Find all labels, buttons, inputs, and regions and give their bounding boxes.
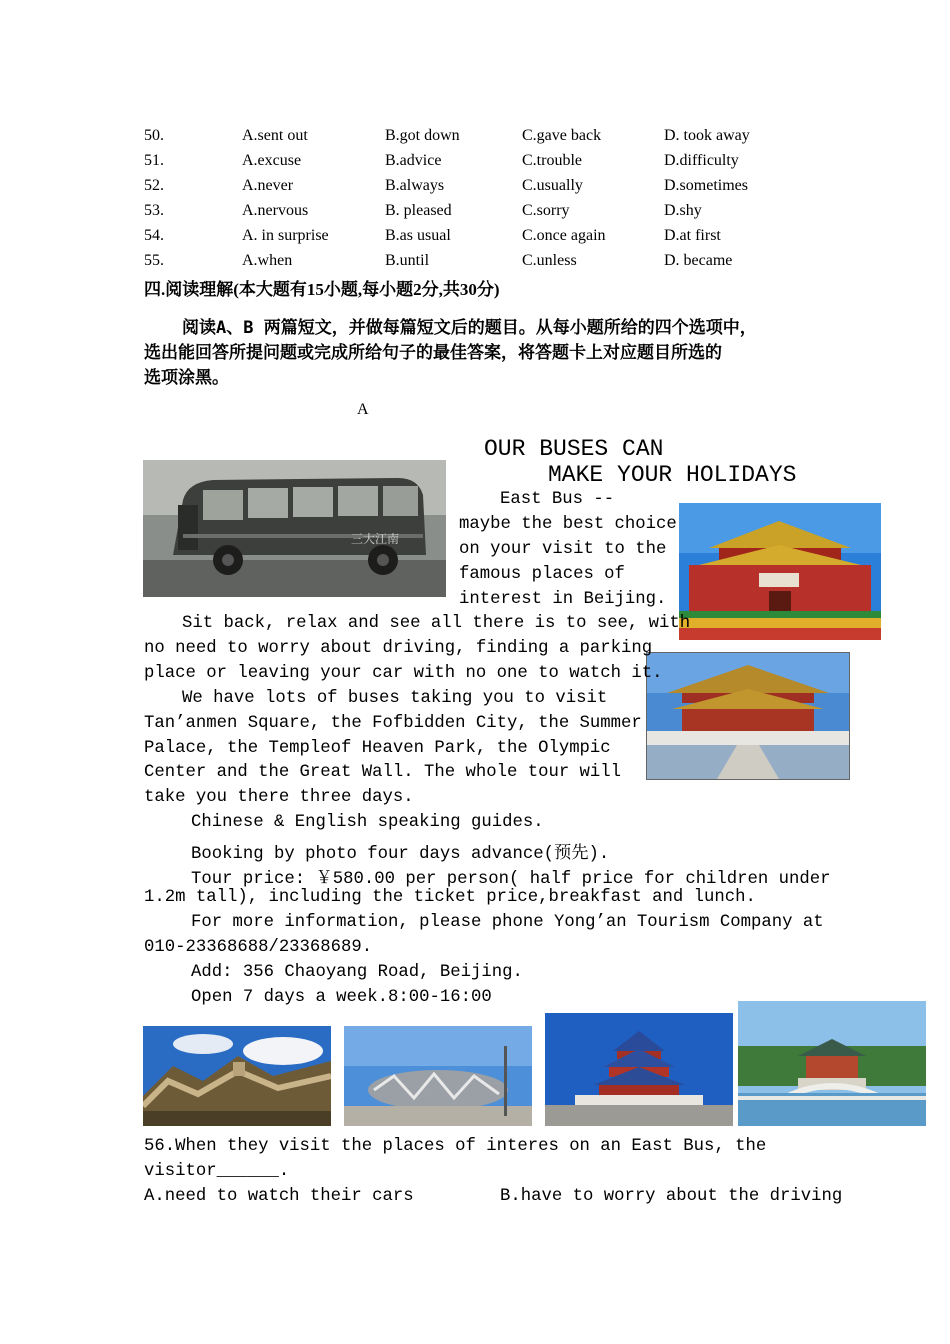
- option-c: C.gave back: [522, 127, 602, 144]
- ad-line: place or leaving your car with no one to watch it.: [144, 664, 663, 683]
- option-c: C.trouble: [522, 152, 582, 169]
- ad-line: 1.2m tall), including the ticket price,breakfast and lunch.: [144, 888, 756, 907]
- question-56-stem: 56.When they visit the places of interes on an East Bus, the: [144, 1137, 767, 1156]
- temple-of-heaven-photo: [545, 1013, 733, 1126]
- ad-line: Tan’anmen Square, the Fofbidden City, the Summer: [144, 714, 642, 733]
- question-number: 55.: [144, 252, 164, 269]
- passage-label: A: [357, 401, 369, 418]
- option-a: A.never: [242, 177, 294, 194]
- bus-photo-watermark: 三大江南: [351, 532, 400, 546]
- option-a: A.sent out: [242, 127, 308, 144]
- ad-title-line-2: MAKE YOUR HOLIDAYS: [548, 462, 797, 488]
- instructions-line-3: 选项涂黑。: [144, 368, 229, 388]
- option-d: D.at first: [664, 227, 721, 244]
- option-a: A.nervous: [242, 202, 309, 219]
- question-number: 54.: [144, 227, 164, 244]
- option-b: B.until: [385, 252, 430, 269]
- option-a: A.excuse: [242, 152, 302, 169]
- summer-palace-photo: [738, 1001, 926, 1126]
- tiananmen-photo: [679, 503, 881, 640]
- option-c: C.sorry: [522, 202, 570, 219]
- ad-title-line-1: OUR BUSES CAN: [484, 436, 664, 462]
- ad-line: We have lots of buses taking you to visit: [182, 689, 608, 708]
- ad-line: no need to worry about driving, finding a parking: [144, 639, 653, 658]
- instructions-line-2: 选出能回答所提问题或完成所给句子的最佳答案，将答题卡上对应题目所选的: [144, 343, 722, 363]
- question-56-option-b: B.have to worry about the driving: [500, 1187, 843, 1206]
- ad-line: 010-23368688/23368689.: [144, 938, 373, 957]
- option-b: B.advice: [385, 152, 442, 169]
- ad-line: East Bus --: [500, 490, 615, 509]
- option-d: D. took away: [664, 127, 750, 144]
- section-heading: 四.阅读理解(本大题有15小题,每小题2分,共30分): [144, 280, 500, 299]
- option-d: D.sometimes: [664, 177, 748, 194]
- option-a: A. in surprise: [242, 227, 329, 244]
- ad-line: Palace, the Templeof Heaven Park, the Olympic: [144, 739, 611, 758]
- ad-line: Center and the Great Wall. The whole tour will: [144, 763, 622, 782]
- instructions-line-1: 阅读A、B 两篇短文，并做每篇短文后的题目。从每小题所给的四个选项中，: [182, 318, 757, 338]
- question-56-option-a: A.need to watch their cars: [144, 1187, 414, 1206]
- question-56-stem-continued: visitor______.: [144, 1162, 290, 1181]
- question-number: 50.: [144, 127, 164, 144]
- option-b: B.got down: [385, 127, 460, 144]
- ad-line: interest in Beijing.: [459, 590, 667, 609]
- ad-line: famous places of: [459, 565, 625, 584]
- ad-line: on your visit to the: [459, 540, 667, 559]
- option-c: C.usually: [522, 177, 583, 194]
- forbidden-city-photo: [646, 652, 850, 780]
- option-d: D. became: [664, 252, 733, 269]
- question-number: 52.: [144, 177, 164, 194]
- birds-nest-photo: [344, 1026, 532, 1126]
- ad-line: Add: 356 Chaoyang Road, Beijing.: [191, 963, 523, 982]
- question-number: 53.: [144, 202, 164, 219]
- bus-photo: [143, 460, 446, 597]
- option-d: D.shy: [664, 202, 702, 219]
- ad-line: For more information, please phone Yong’an Tourism Company at: [191, 913, 824, 932]
- option-c: C.unless: [522, 252, 577, 269]
- great-wall-photo: [143, 1026, 331, 1126]
- ad-line: Sit back, relax and see all there is to see, with: [182, 614, 691, 633]
- ad-line: Booking by photo four days advance(预先).: [191, 845, 610, 864]
- ad-line: Tour price: ￥580.00 per person( half price for children under: [191, 870, 831, 889]
- ad-line: Open 7 days a week.8:00-16:00: [191, 988, 492, 1007]
- question-number: 51.: [144, 152, 164, 169]
- option-c: C.once again: [522, 227, 606, 244]
- option-b: B. pleased: [385, 202, 452, 219]
- option-b: B.always: [385, 177, 445, 194]
- option-d: D.difficulty: [664, 152, 739, 169]
- option-b: B.as usual: [385, 227, 451, 244]
- ad-line: take you there three days.: [144, 788, 414, 807]
- ad-line: Chinese & English speaking guides.: [191, 813, 544, 832]
- option-a: A.when: [242, 252, 293, 269]
- ad-line: maybe the best choice: [459, 515, 677, 534]
